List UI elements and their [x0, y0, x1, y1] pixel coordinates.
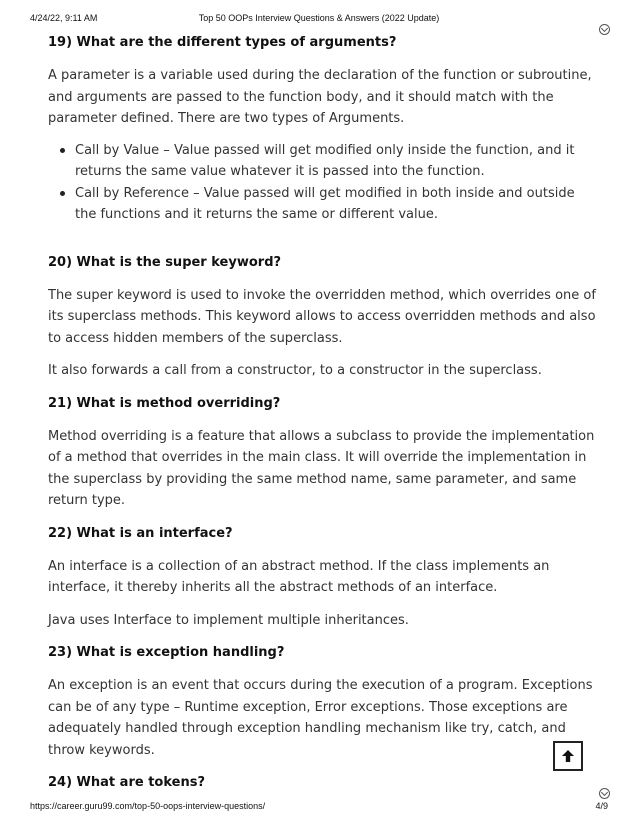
question-21-paragraph: Method overriding is a feature that allows a subclass to provide the implementation of a method that overrides in the main class. It will override the implementation in the superclass by providing the same method name, same parameter, and same return type.	[48, 428, 595, 508]
question-22-paragraph-1: An interface is a collection of an abstract method. If the class implements an interface, it thereby inherits all the abstract methods of an interface.	[48, 558, 550, 595]
page-number: 4/9	[595, 801, 608, 811]
question-20-heading: 20) What is the super keyword?	[48, 254, 282, 270]
question-23-heading: 23) What is exception handling?	[48, 645, 285, 660]
question-24-heading: 24) What are tokens?	[48, 775, 205, 790]
question-19-heading: 19) What are the different types of arguments?	[48, 35, 397, 50]
question-21-heading: 21) What is method overriding?	[48, 395, 281, 411]
arrow-up-icon	[560, 748, 576, 764]
chevron-down-icon	[599, 788, 610, 799]
scroll-to-top-button[interactable]	[553, 741, 583, 771]
article-content	[48, 30, 596, 794]
question-19-paragraph: A parameter is a variable used during the declaration of the function or subroutine, and arguments are passed to the function body, and it should match with the parameter defined. There are two types of Arguments.	[48, 68, 592, 126]
chevron-down-icon	[599, 24, 610, 35]
question-20-paragraph-2: It also forwards a call from a constructor, to a constructor in the superclass.	[48, 363, 542, 378]
print-datetime: 4/24/22, 9:11 AM	[30, 13, 98, 23]
question-22-heading: 22) What is an interface?	[48, 525, 233, 541]
question-20-paragraph-1: The super keyword is used to invoke the overridden method, which overrides one of its superclass methods. This keyword allows to access overridden methods and also to access hidden members of the superclass.	[48, 287, 596, 346]
page-url: https://career.guru99.com/top-50-oops-interview-questions/	[30, 801, 266, 811]
list-item: Call by Value – Value passed will get modified only inside the function, and it returns the same value whatever it is passed into the function.	[75, 140, 596, 183]
print-title: Top 50 OOPs Interview Questions & Answers (2022 Update)	[198, 13, 440, 23]
argument-types-list	[48, 140, 596, 226]
list-item: Call by Reference – Value passed will get modified in both inside and outside the functions and it returns the same or different value.	[75, 183, 596, 226]
question-23-paragraph: An exception is an event that occurs during the execution of a program. Exceptions can be of any type – Runtime exception, Error exceptions. Those exceptions are adequately handled through exception handling mechanism like try, catch, and throw keywords.	[48, 678, 593, 758]
question-22-paragraph-2: Java uses Interface to implement multiple inheritances.	[48, 612, 409, 628]
